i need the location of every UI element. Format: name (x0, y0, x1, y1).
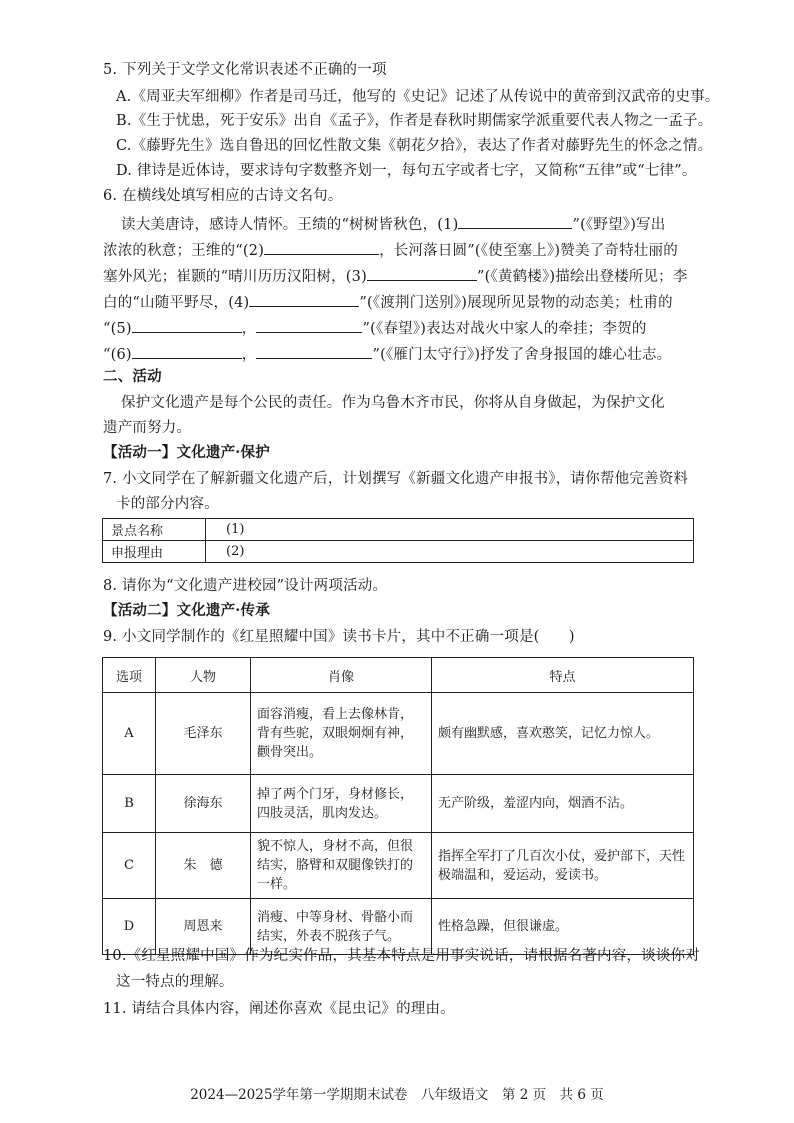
q6-line-6-text-b: ， (241, 347, 257, 363)
q6-line-5-text-b: ， (241, 321, 257, 337)
blank-6b[interactable] (256, 342, 372, 359)
q10-stem-2: 这一特点的理解。 (116, 974, 234, 990)
cell-trait: 无产阶级，羞涩内向，烟酒不沾。 (432, 775, 694, 833)
q6-line-6-text-a: “(6) (103, 347, 132, 363)
blank-2[interactable] (264, 238, 379, 255)
blank-3[interactable] (367, 264, 477, 281)
cell-person: 毛泽东 (156, 693, 251, 775)
section-2-intro-2: 遗产而努力。 (103, 420, 192, 436)
activity-2-title: 【活动二】文化遗产·传承 (103, 602, 270, 619)
q10-stem-1: 10.《红星照耀中国》作为纪实作品，其基本特点是用事实说话，请根据名著内容，谈谈你对 (103, 948, 700, 964)
q9-reading-card-table (102, 657, 694, 955)
q6-line-5-text-a: “(5) (103, 321, 132, 337)
cell-portrait: 貌不惊人，身材不高，但很结实，胳臂和双腿像铁打的一样。 (251, 833, 432, 899)
q6-line-6-text-c: ”(《雁门太守行》)抒发了舍身报国的雄心壮志。 (372, 347, 672, 363)
cell-option: C (103, 833, 156, 899)
q7-row-1-label: 景点名称 (103, 519, 206, 541)
q6-line-2 (103, 238, 678, 261)
col-header-trait: 特点 (432, 658, 694, 693)
cell-option: A (103, 693, 156, 775)
cell-trait: 颇有幽默感，喜欢憨笑，记忆力惊人。 (432, 693, 694, 775)
q5-option-b: B.《生于忧患，死于安乐》出自《孟子》，作者是春秋时期儒家学派重要代表人物之一孟子。 (116, 113, 713, 129)
q6-line-6 (103, 342, 671, 365)
blank-4[interactable] (249, 290, 359, 307)
cell-person: 朱 德 (156, 833, 251, 899)
q6-line-3 (103, 264, 688, 287)
q6-line-5-text-c: ”(《春望》)表达对战火中家人的牵挂；李贺的 (362, 321, 647, 337)
q6-line-5 (103, 316, 647, 339)
cell-trait: 指挥全军打了几百次小仗，爱护部下，天性极端温和，爱运动，爱读书。 (432, 833, 694, 899)
q7-info-card (102, 518, 694, 563)
page-footer: 2024—2025学年第一学期期末试卷 八年级语文 第 2 页 共 6 页 (190, 1087, 604, 1103)
q6-stem: 6. 在横线处填写相应的古诗文名句。 (103, 188, 343, 204)
section-2-intro-1: 保护文化遗产是每个公民的责任。作为乌鲁木齐市民，你将从自身做起，为保护文化 (121, 395, 665, 411)
q6-line-1-text-a: 读大美唐诗，感诗人情怀。王绩的“树树皆秋色，(1) (121, 217, 459, 233)
q7-stem-1: 7. 小文同学在了解新疆文化遗产后，计划撰写《新疆文化遗产申报书》，请你帮他完善资料 (103, 471, 689, 487)
q7-row-2-value[interactable]: (2) (206, 541, 694, 563)
q5-option-c: C.《藤野先生》选自鲁迅的回忆性散文集《朝花夕拾》，表达了作者对藤野先生的怀念之情。 (116, 138, 713, 154)
col-header-option: 选项 (103, 658, 156, 693)
table-row (103, 519, 694, 541)
blank-5b[interactable] (256, 316, 362, 333)
table-row (103, 833, 694, 899)
q6-line-4 (103, 290, 673, 313)
q5-option-d: D. 律诗是近体诗，要求诗句字数整齐划一，每句五字或者七字，又简称“五律”或“七律”。 (116, 163, 697, 179)
q7-row-1-value[interactable]: (1) (206, 519, 694, 541)
cell-option: B (103, 775, 156, 833)
q7-stem-2: 卡的部分内容。 (116, 496, 219, 512)
col-header-person: 人物 (156, 658, 251, 693)
q6-line-1 (121, 212, 665, 235)
table-row (103, 541, 694, 563)
section-2-title: 二、活动 (103, 368, 162, 385)
q5-option-a: A.《周亚夫军细柳》作者是司马迁，他写的《史记》记述了从传说中的黄帝到汉武帝的史事。 (116, 89, 720, 105)
table-row (103, 693, 694, 775)
table-header-row (103, 658, 694, 693)
col-header-portrait: 肖像 (251, 658, 432, 693)
cell-person: 周恩来 (156, 899, 251, 955)
q6-line-3-text-b: ”(《黄鹤楼》)描绘出登楼所见；李 (476, 269, 688, 285)
blank-5a[interactable] (132, 316, 242, 333)
activity-1-title: 【活动一】文化遗产·保护 (103, 444, 270, 461)
q5-stem: 5. 下列关于文学文化常识表述不正确的一项 (103, 62, 387, 78)
blank-1[interactable] (458, 212, 572, 229)
cell-portrait: 面容消瘦，看上去像林肯，背有些驼，双眼炯炯有神，颧骨突出。 (251, 693, 432, 775)
q9-stem: 9. 小文同学制作的《红星照耀中国》读书卡片，其中不正确一项是( ) (103, 629, 575, 645)
q6-line-2-text-b: ，长河落日圆”(《使至塞上》)赞美了奇特壮丽的 (379, 243, 678, 259)
cell-portrait: 消瘦、中等身材、骨骼小而结实，外表不脱孩子气。 (251, 899, 432, 955)
q6-line-4-text-a: 白的“山随平野尽，(4) (103, 295, 250, 311)
q8-stem: 8. 请你为“文化遗产进校园”设计两项活动。 (103, 578, 388, 594)
q6-line-2-text-a: 浓浓的秋意；王维的“(2) (103, 243, 265, 259)
q7-row-2-label: 申报理由 (103, 541, 206, 563)
q6-line-4-text-b: ”(《渡荆门送别》)展现所见景物的动态美；杜甫的 (359, 295, 673, 311)
cell-portrait: 掉了两个门牙，身材修长，四肢灵活，肌肉发达。 (251, 775, 432, 833)
q11-stem: 11. 请结合具体内容，阐述你喜欢《昆虫记》的理由。 (103, 1001, 455, 1017)
q6-line-1-text-b: ”(《野望》)写出 (572, 217, 666, 233)
table-row (103, 775, 694, 833)
cell-person: 徐海东 (156, 775, 251, 833)
cell-option: D (103, 899, 156, 955)
cell-trait: 性格急躁，但很谦虚。 (432, 899, 694, 955)
blank-6a[interactable] (132, 342, 242, 359)
q6-line-3-text-a: 塞外风光；崔颢的“晴川历历汉阳树，(3) (103, 269, 367, 285)
